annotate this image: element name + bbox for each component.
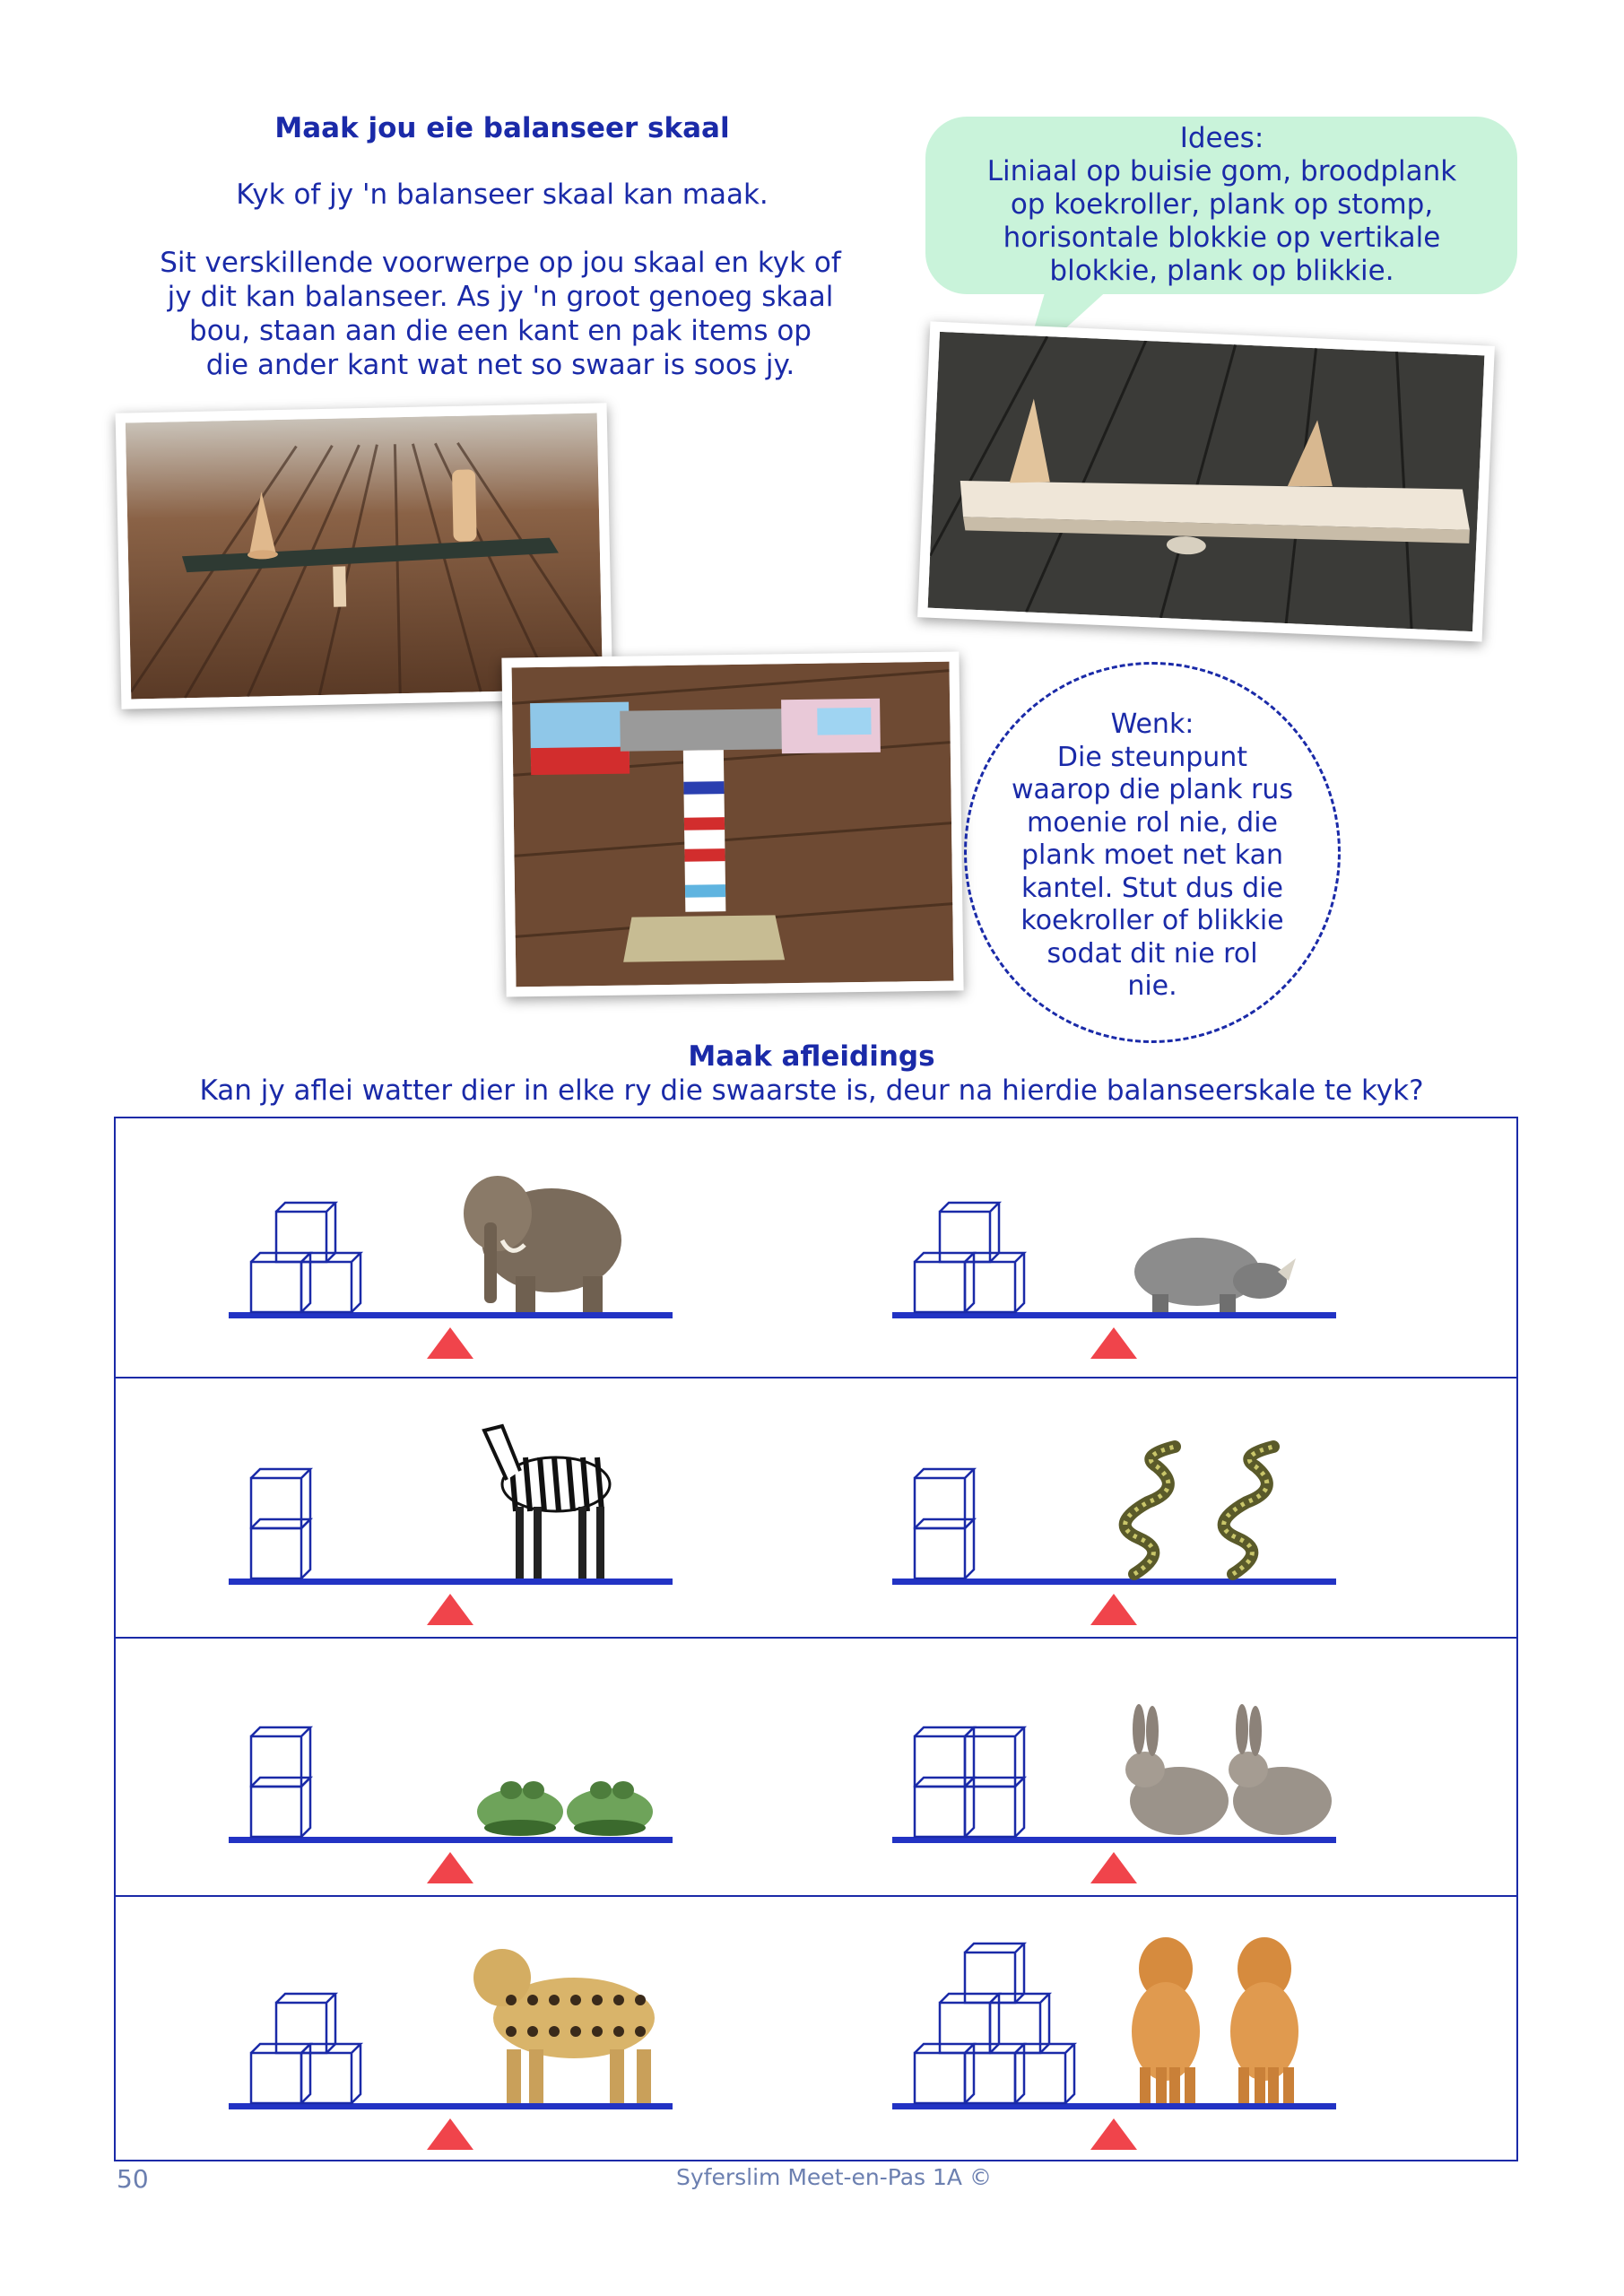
frog-figure bbox=[567, 1781, 653, 1836]
intro-line: Kyk of jy 'n balanseer skaal kan maak. bbox=[236, 178, 769, 211]
balance-scale bbox=[892, 1203, 1336, 1359]
balance-scale bbox=[229, 1176, 673, 1359]
fulcrum bbox=[427, 2118, 473, 2150]
section-title: Maak jou eie balanseer skaal bbox=[274, 112, 730, 144]
fulcrum bbox=[427, 1594, 473, 1625]
book-title: Syferslim Meet-en-Pas 1A © bbox=[676, 2164, 992, 2190]
page-number: 50 bbox=[117, 2164, 149, 2194]
lioness-figure bbox=[1132, 1937, 1200, 2103]
fulcrum bbox=[1090, 1594, 1137, 1625]
fulcrum bbox=[427, 1852, 473, 1883]
balance-scale bbox=[892, 1447, 1336, 1625]
balance-scale bbox=[229, 1426, 673, 1625]
snake-figure bbox=[1125, 1447, 1175, 1574]
section2-title: Maak afleidings bbox=[688, 1040, 935, 1073]
frog-figure bbox=[477, 1781, 563, 1836]
rabbit-figure bbox=[1229, 1704, 1332, 1835]
ideas-text: Idees: Liniaal op buisie gom, broodplank op koekroller, plank op stomp, horisontale blokkie op vertikale blokkie, plank op blikkie. bbox=[986, 122, 1457, 287]
fulcrum bbox=[1090, 2118, 1137, 2150]
rabbit-figure bbox=[1125, 1704, 1229, 1835]
instructions-paragraph: Sit verskillende voorwerpe op jou skaal en kyk of jy dit kan balanseer. As jy 'n groot genoeg skaal bou, staan aan die een kant en pak items op die ander kant wat net so swaar is soos jy. bbox=[160, 247, 841, 381]
rhino-figure bbox=[1134, 1238, 1296, 1312]
leopard-figure bbox=[473, 1949, 655, 2103]
balance-scale bbox=[892, 1937, 1336, 2150]
balance-scale bbox=[892, 1704, 1336, 1883]
zebra-figure bbox=[484, 1426, 610, 1578]
fulcrum bbox=[1090, 1852, 1137, 1883]
fulcrum bbox=[1090, 1327, 1137, 1359]
balance-scale bbox=[229, 1727, 673, 1883]
balance-scale bbox=[229, 1949, 673, 2150]
lioness-figure bbox=[1230, 1937, 1298, 2103]
snake-figure bbox=[1224, 1447, 1273, 1574]
elephant-figure bbox=[464, 1176, 621, 1312]
question-text: Kan jy aflei watter dier in elke ry die swaarste is, deur na hierdie balanseerskale te kyk? bbox=[199, 1074, 1424, 1107]
fulcrum bbox=[427, 1327, 473, 1359]
hint-text: Wenk: Die steunpunt waarop die plank rus moenie rol nie, die plank moet net kan kantel. Stut dus die koekroller of blikkie sodat dit nie rol nie. bbox=[1012, 709, 1293, 1002]
